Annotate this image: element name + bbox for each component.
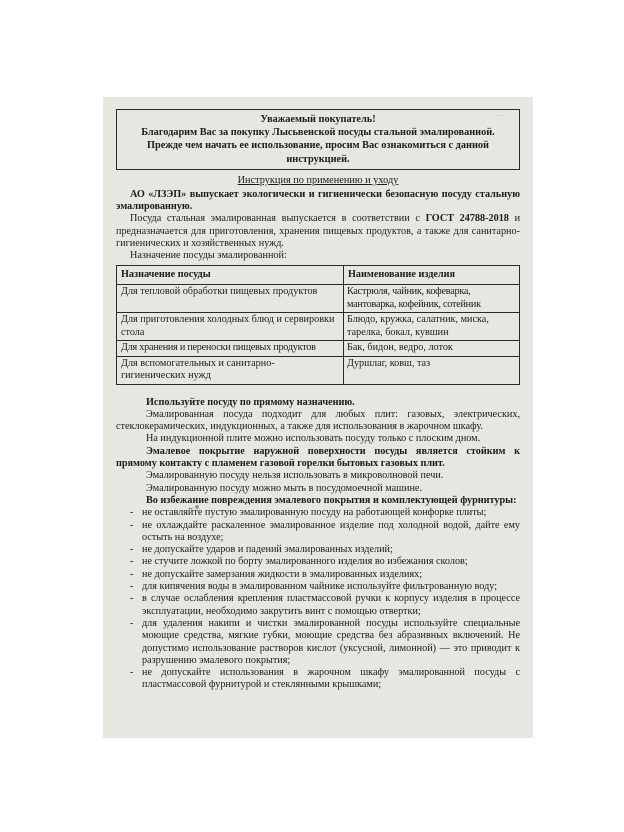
purpose-cell: Для хранения и переноски пищевых продуктов: [117, 341, 344, 357]
table-row: [117, 285, 520, 313]
list-item: - в случае ослабления крепления пластмассовой ручки к корпусу изделия в процессе эксплуатации, необходимо закрутить винт с помощью отвертки;: [128, 593, 520, 618]
usage-microwave: Эмалированную посуду нельзя использовать в микроволновой печи.: [146, 470, 444, 482]
notice-instruction: инструкцией.: [286, 153, 350, 165]
bleed-through: ⋯: [495, 111, 503, 120]
product-cell: Бак, бидон, ведро, лоток: [344, 341, 520, 357]
purpose-cell: Для приготовления холодных блюд и сервировки стола: [117, 313, 344, 341]
purpose-label: Назначение посуды эмалированной:: [130, 250, 287, 262]
list-item: - не оставляйте пустую эмалированную посуду на работающей конфорке плиты;: [128, 507, 520, 519]
company-statement: АО «ЛЗЭП» выпускает экологически и гигиенически безопасную посуду стальную эмалированную.: [116, 188, 520, 213]
product-cell: Кастрюля, чайник, кофеварка, мантоварка, кофейник, сотейник: [344, 285, 520, 313]
header-purpose: Назначение посуды: [117, 265, 344, 285]
standard-suffix: и предназначается для приготовления, хранения пищевых продуктов, а также для санитарно-гигиенических и хозяйственных нужд.: [116, 213, 521, 249]
list-item: - для удаления накипи и чистки эмалированной посуды используйте специальные моющие средства, мягкие губки, моющие средства без абразивных включений. Не допустимо использование растворов кислот (уксусной, лимонной) — это приводит к разрушению эмалевого покрытия;: [128, 618, 520, 667]
usage-induction: На индукционной плите можно использовать посуду только с плоским дном.: [146, 433, 481, 445]
list-item: - для кипячения воды в эмалированном чайнике используйте фильтрованную воду;: [128, 581, 520, 593]
purpose-cell: Для тепловой обработки пищевых продуктов: [117, 285, 344, 313]
product-cell: Дуршлаг, ковш, таз: [344, 356, 520, 384]
gost-standard: ГОСТ 24788-2018: [425, 213, 509, 225]
notice-greeting: Уважаемый покупатель!: [260, 114, 376, 125]
table-row: [117, 313, 520, 341]
purpose-cell: Для вспомогательных и санитарно-гигиенических нужд: [117, 356, 344, 384]
notice-thanks: Благодарим Вас за покупку Лысьвенской посуды стальной эмалированной.: [141, 127, 495, 139]
product-cell: Блюдо, кружка, салатник, миска, тарелка, бокал, кувшин: [344, 313, 520, 341]
table-row: [117, 341, 520, 357]
list-item: - не допускайте использования в жарочном шкафу эмалированной посуды с пластмассовой фурнитурой и стеклянными крышками;: [128, 667, 520, 692]
instruction-sheet: [103, 97, 533, 738]
usage-heading: Используйте посуду по прямому назначению.: [146, 396, 355, 408]
usage-stoves: Эмалированная посуда подходит для любых плит: газовых, электрических, стеклокерамических, индукционных, а также для использования в жарочном шкафу.: [116, 408, 520, 433]
list-item: - не стучите ложкой по борту эмалированного изделия во избежания сколов;: [128, 556, 520, 568]
sheet-content: [116, 109, 520, 692]
standard-prefix: Посуда стальная эмалированная выпускается в соответствии с: [130, 213, 420, 225]
list-item: - не допускайте ударов и падений эмалированных изделий;: [128, 544, 520, 556]
table-row: [117, 356, 520, 384]
instruction-title: Инструкция по применению и уходу: [237, 174, 399, 186]
customer-notice-box: [116, 109, 520, 170]
warning-heading: Во избежание повреждения эмалевого покрытия и комплектующей фурнитуры:: [146, 494, 517, 506]
list-item: - не охлаждайте раскаленное эмалированное изделие под холодной водой, дайте ему остыть на воздухе;: [128, 520, 520, 545]
list-item: - не допускайте замерзания жидкости в эмалированных изделиях;: [128, 569, 520, 581]
standard-paragraph: [116, 213, 520, 250]
purpose-table: [116, 265, 520, 385]
usage-flame-resistance: Эмалевое покрытие наружной поверхности посуды является стойким к прямому контакту с пламенем газовой горелки бытовых газовых плит.: [116, 445, 520, 470]
table-header-row: [117, 265, 520, 285]
usage-dishwasher: Эмалированную посуду можно мыть в посудомоечной машине.: [146, 482, 423, 494]
header-product: Наименование изделия: [344, 265, 520, 285]
notice-request: Прежде чем начать ее использование, просим Вас ознакомиться с данной: [147, 140, 489, 152]
care-list: [116, 507, 520, 691]
